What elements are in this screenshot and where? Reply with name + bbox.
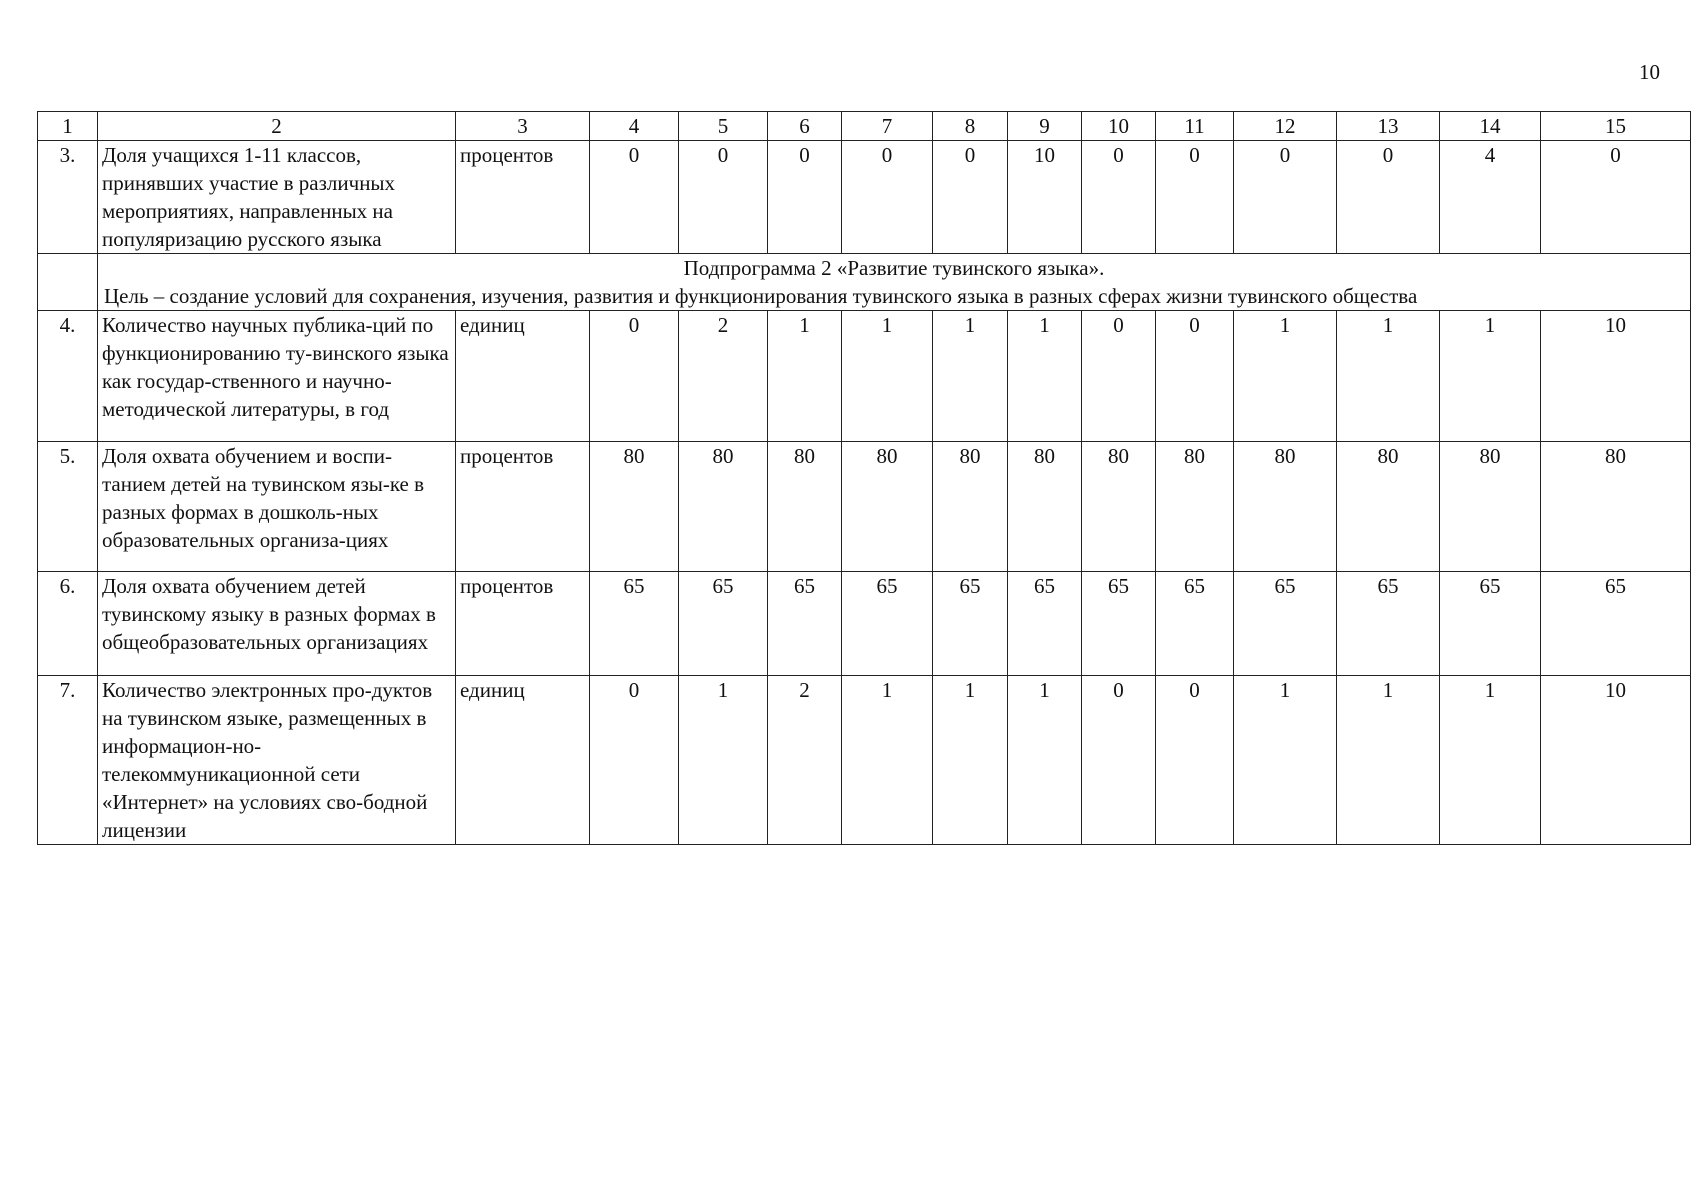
value-cell: 0 bbox=[679, 141, 768, 254]
value-cell: 0 bbox=[1156, 676, 1234, 845]
value-cell: 65 bbox=[1008, 572, 1082, 676]
value-cell: 65 bbox=[1082, 572, 1156, 676]
value-cell: 65 bbox=[679, 572, 768, 676]
column-number-cell: 3 bbox=[456, 112, 590, 141]
value-cell: 1 bbox=[1440, 311, 1541, 442]
value-cell: 0 bbox=[1082, 676, 1156, 845]
value-cell: 1 bbox=[1008, 311, 1082, 442]
value-cell: 0 bbox=[768, 141, 842, 254]
indicator-name-cell: Количество научных публика-ций по функционированию ту-винского языка как государ-ственного и научно-методической литературы, в год bbox=[98, 311, 456, 442]
value-cell: 80 bbox=[1234, 442, 1337, 572]
value-cell: 1 bbox=[1008, 676, 1082, 845]
value-cell: 65 bbox=[1337, 572, 1440, 676]
value-cell: 0 bbox=[590, 676, 679, 845]
value-cell: 1 bbox=[1337, 311, 1440, 442]
row-number-cell: 4. bbox=[38, 311, 98, 442]
value-cell: 65 bbox=[590, 572, 679, 676]
value-cell: 4 bbox=[1440, 141, 1541, 254]
subprogram-goal: Цель – создание условий для сохранения, изучения, развития и функционирования тувинского языка в разных сферах жизни тувинского общества bbox=[104, 284, 1418, 308]
value-cell: 80 bbox=[1156, 442, 1234, 572]
row-number-cell: 3. bbox=[38, 141, 98, 254]
value-cell: 1 bbox=[1337, 676, 1440, 845]
value-cell: 80 bbox=[679, 442, 768, 572]
indicator-name-cell: Доля охвата обучением и воспи-танием детей на тувинском язы-ке в разных формах в дошколь-ных образовательных организа-циях bbox=[98, 442, 456, 572]
table-body bbox=[38, 112, 1691, 845]
value-cell: 80 bbox=[933, 442, 1008, 572]
indicators-table bbox=[37, 111, 1691, 845]
column-number-cell: 14 bbox=[1440, 112, 1541, 141]
value-cell: 65 bbox=[1156, 572, 1234, 676]
value-cell: 1 bbox=[933, 311, 1008, 442]
row-number-cell: 5. bbox=[38, 442, 98, 572]
unit-cell: процентов bbox=[456, 442, 590, 572]
column-number-cell: 1 bbox=[38, 112, 98, 141]
value-cell: 0 bbox=[1082, 141, 1156, 254]
row-number-cell: 7. bbox=[38, 676, 98, 845]
value-cell: 0 bbox=[1156, 311, 1234, 442]
value-cell: 80 bbox=[1440, 442, 1541, 572]
value-cell: 0 bbox=[1156, 141, 1234, 254]
unit-cell: процентов bbox=[456, 141, 590, 254]
column-number-cell: 6 bbox=[768, 112, 842, 141]
table-row bbox=[38, 572, 1691, 676]
value-cell: 2 bbox=[679, 311, 768, 442]
value-cell: 0 bbox=[1541, 141, 1691, 254]
indicator-name-cell: Количество электронных про-дуктов на тувинском языке, размещенных в информацион-но-телекоммуникационной сети «Интернет» на условиях сво-бодной лицензии bbox=[98, 676, 456, 845]
value-cell: 0 bbox=[590, 141, 679, 254]
value-cell: 1 bbox=[842, 676, 933, 845]
value-cell: 65 bbox=[1440, 572, 1541, 676]
value-cell: 2 bbox=[768, 676, 842, 845]
value-cell: 1 bbox=[679, 676, 768, 845]
value-cell: 0 bbox=[1234, 141, 1337, 254]
column-number-cell: 13 bbox=[1337, 112, 1440, 141]
column-number-cell: 15 bbox=[1541, 112, 1691, 141]
subprogram-row bbox=[38, 254, 1691, 311]
value-cell: 0 bbox=[933, 141, 1008, 254]
column-number-cell: 2 bbox=[98, 112, 456, 141]
value-cell: 0 bbox=[1082, 311, 1156, 442]
value-cell: 0 bbox=[590, 311, 679, 442]
value-cell: 10 bbox=[1541, 676, 1691, 845]
column-number-cell: 5 bbox=[679, 112, 768, 141]
value-cell: 1 bbox=[933, 676, 1008, 845]
column-number-cell: 10 bbox=[1082, 112, 1156, 141]
value-cell: 10 bbox=[1541, 311, 1691, 442]
value-cell: 1 bbox=[768, 311, 842, 442]
empty-cell bbox=[38, 254, 98, 311]
table-row bbox=[38, 141, 1691, 254]
page-number: 10 bbox=[1639, 60, 1660, 84]
value-cell: 1 bbox=[1234, 311, 1337, 442]
indicator-name-cell: Доля охвата обучением детей тувинскому языку в разных формах в общеобразовательных организациях bbox=[98, 572, 456, 676]
value-cell: 80 bbox=[1541, 442, 1691, 572]
column-number-cell: 12 bbox=[1234, 112, 1337, 141]
column-number-cell: 7 bbox=[842, 112, 933, 141]
column-number-cell: 9 bbox=[1008, 112, 1082, 141]
value-cell: 65 bbox=[933, 572, 1008, 676]
value-cell: 0 bbox=[842, 141, 933, 254]
unit-cell: процентов bbox=[456, 572, 590, 676]
value-cell: 0 bbox=[1337, 141, 1440, 254]
column-number-cell: 8 bbox=[933, 112, 1008, 141]
subprogram-title: Подпрограмма 2 «Развитие тувинского языка». bbox=[683, 256, 1105, 280]
value-cell: 80 bbox=[1082, 442, 1156, 572]
value-cell: 65 bbox=[768, 572, 842, 676]
value-cell: 10 bbox=[1008, 141, 1082, 254]
row-number-cell: 6. bbox=[38, 572, 98, 676]
column-number-cell: 11 bbox=[1156, 112, 1234, 141]
table-row bbox=[38, 442, 1691, 572]
subprogram-cell bbox=[98, 254, 1691, 311]
unit-cell: единиц bbox=[456, 676, 590, 845]
value-cell: 1 bbox=[842, 311, 933, 442]
unit-cell: единиц bbox=[456, 311, 590, 442]
value-cell: 65 bbox=[842, 572, 933, 676]
table-row bbox=[38, 311, 1691, 442]
value-cell: 1 bbox=[1440, 676, 1541, 845]
indicator-name-cell: Доля учащихся 1-11 классов, принявших участие в различных мероприятиях, направленных на популяризацию русского языка bbox=[98, 141, 456, 254]
value-cell: 80 bbox=[1337, 442, 1440, 572]
value-cell: 80 bbox=[590, 442, 679, 572]
value-cell: 80 bbox=[768, 442, 842, 572]
value-cell: 65 bbox=[1234, 572, 1337, 676]
column-number-row bbox=[38, 112, 1691, 141]
value-cell: 65 bbox=[1541, 572, 1691, 676]
value-cell: 1 bbox=[1234, 676, 1337, 845]
value-cell: 80 bbox=[1008, 442, 1082, 572]
table-row bbox=[38, 676, 1691, 845]
column-number-cell: 4 bbox=[590, 112, 679, 141]
value-cell: 80 bbox=[842, 442, 933, 572]
